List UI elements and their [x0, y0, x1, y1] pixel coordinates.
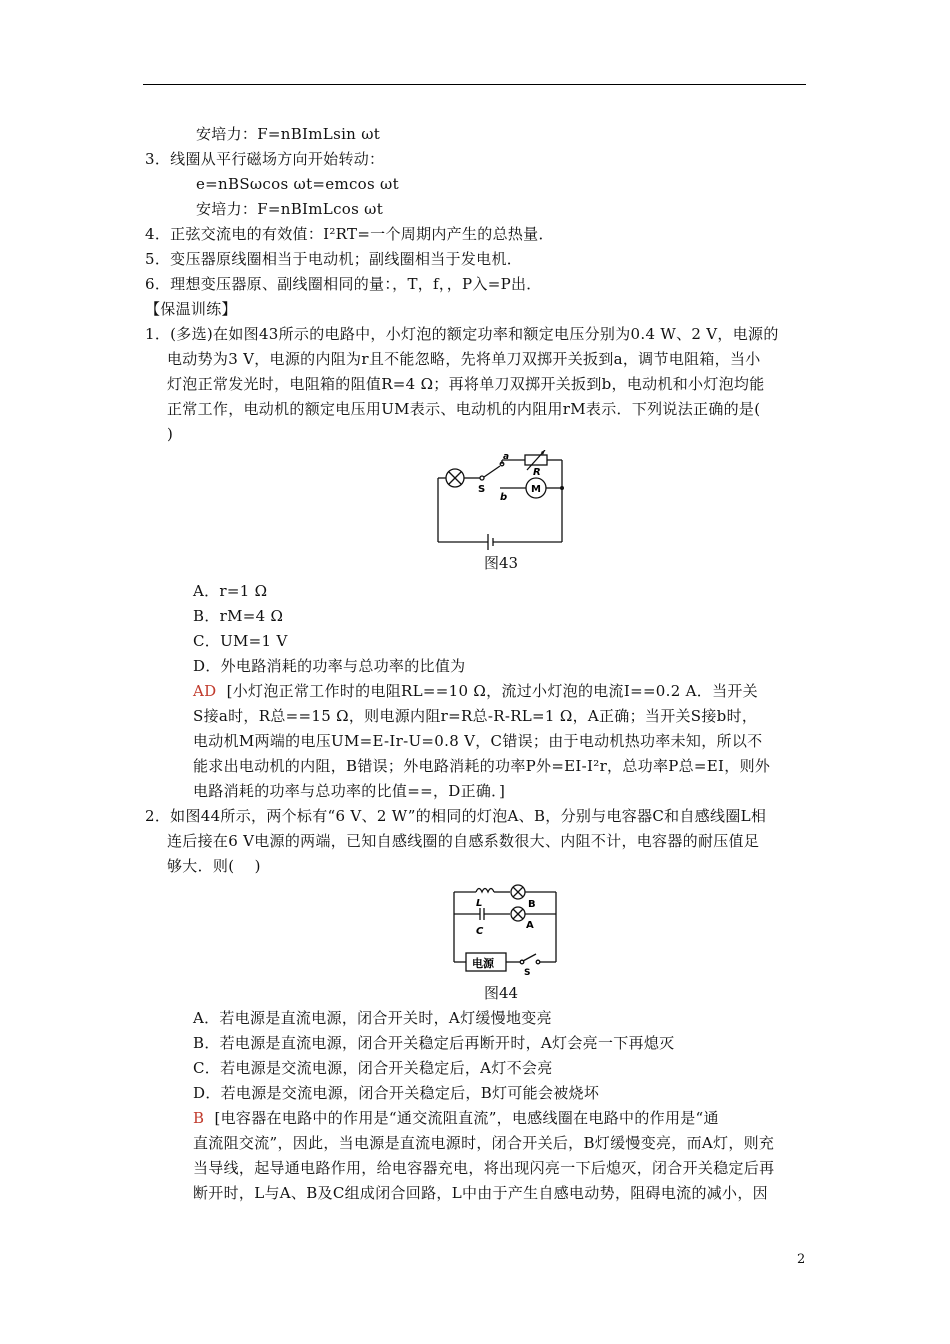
q2-option-b: B．若电源是直流电源，闭合开关稳定后再断开时，A灯会亮一下再熄灭 [193, 1034, 675, 1052]
fig44-label-a: A [526, 920, 534, 931]
formula-item-5: 5．变压器原线圈相当于电动机；副线圈相当于发电机． [145, 250, 523, 268]
figure-44-circuit [448, 880, 563, 975]
fig43-label-s: S [478, 484, 486, 495]
q1-answer-line-4: 能求出电动机的内阻，B错误；外电路消耗的功率P外=EI-I²r，总功率P总=EI，则外 [193, 757, 771, 775]
q2-option-a: A．若电源是直流电源，闭合开关时，A灯缓慢地变亮 [193, 1009, 552, 1027]
fig43-label-r: R [533, 467, 541, 478]
fig44-label-b: B [528, 899, 536, 910]
formula-ampere-cos: 安培力：F=nBImLcos ωt [196, 200, 384, 218]
fig44-label-s: S [524, 968, 531, 975]
fig44-label-source: 电源 [472, 957, 494, 970]
q2-answer-line-2: 直流阻交流”，因此，当电源是直流电源时，闭合开关后，B灯缓慢变亮，而A灯，则充 [193, 1134, 775, 1152]
q1-answer-line-1: AD [小灯泡正常工作时的电阻RL==10 Ω，流过小灯泡的电流I==0.2 A．当开关 [193, 682, 758, 700]
q2-option-c: C．若电源是交流电源，闭合开关稳定后，A灯不会亮 [193, 1059, 553, 1077]
fig44-label-l: L [476, 898, 483, 909]
q1-line-3: 灯泡正常发光时，电阻箱的阻值R=4 Ω；再将单刀双掷开关扳到b，电动机和小灯泡均能 [167, 375, 765, 393]
fig44-label-c: C [476, 926, 484, 937]
q1-answer-line-3: 电动机M两端的电压UM=E-Ir-U=0.8 V，C错误；由于电动机热功率未知，所以不 [193, 732, 763, 750]
formula-item-3: 3．线圈从平行磁场方向开始转动： [145, 150, 385, 168]
q1-answer-line-2: S接a时，R总==15 Ω，则电源内阻r=R总-R-RL=1 Ω，A正确；当开关S接b时， [193, 707, 758, 725]
fig43-label-a: a [503, 452, 510, 462]
q1-line-4: 正常工作，电动机的额定电压用UM表示、电动机的内阻用rM表示．下列说法正确的是( [167, 400, 761, 418]
q1-option-c: C．UM=1 V [193, 632, 288, 650]
q2-line-2: 连后接在6 V电源的两端，已知自感线圈的自感系数很大、内阻不计，电容器的耐压值足 [167, 832, 760, 850]
figure-43-circuit [430, 450, 570, 550]
q2-answer-key: B [193, 1109, 205, 1127]
q1-option-d: D．外电路消耗的功率与总功率的比值为 [193, 657, 466, 675]
formula-ampere-sin: 安培力：F=nBImLsin ωt [196, 125, 381, 143]
q2-line-3: 够大．则( ) [167, 857, 261, 875]
figure-44-caption: 图44 [484, 984, 519, 1002]
fig43-label-m: M [531, 484, 541, 495]
formula-item-6: 6．理想变压器原、副线圈相同的量：，T，f，，P入=P出． [145, 275, 542, 293]
q1-answer-line-5: 电路消耗的功率与总功率的比值==，D正确．] [193, 782, 506, 800]
q1-answer-key: AD [193, 682, 217, 700]
formula-item-4: 4．正弦交流电的有效值：I²RT=一个周期内产生的总热量． [145, 225, 554, 243]
q1-option-a: A．r=1 Ω [193, 582, 268, 600]
formula-emf-cos: e=nBSωcos ωt=emcos ωt [196, 175, 399, 193]
q1-line-5: ) [167, 425, 174, 443]
q1-line-1: 1．(多选)在如图43所示的电路中，小灯泡的额定功率和额定电压分别为0.4 W、2 V，电源的 [145, 325, 779, 343]
q2-option-d: D．若电源是交流电源，闭合开关稳定后，B灯可能会被烧坏 [193, 1084, 600, 1102]
header-rule [143, 84, 806, 85]
section-title: 【保温训练】 [145, 300, 237, 318]
page-number: 2 [797, 1252, 806, 1267]
figure-43-caption: 图43 [484, 554, 519, 572]
fig43-label-b: b [500, 492, 508, 503]
q2-answer-line-4: 断开时，L与A、B及C组成闭合回路，L中由于产生自感电动势，阻碍电流的减小，因 [193, 1184, 768, 1202]
q2-answer-line-3: 当导线，起导通电路作用，给电容器充电，将出现闪亮一下后熄灭，闭合开关稳定后再 [193, 1159, 775, 1177]
q2-line-1: 2．如图44所示，两个标有“6 V、2 W”的相同的灯泡A、B，分别与电容器C和自感线圈L相 [145, 807, 767, 825]
q1-option-b: B．rM=4 Ω [193, 607, 284, 625]
q1-line-2: 电动势为3 V，电源的内阻为r且不能忽略，先将单刀双掷开关扳到a，调节电阻箱，当小 [167, 350, 761, 368]
q2-answer-line-1: B [电容器在电路中的作用是“通交流阻直流”，电感线圈在电路中的作用是“通 [193, 1109, 719, 1127]
